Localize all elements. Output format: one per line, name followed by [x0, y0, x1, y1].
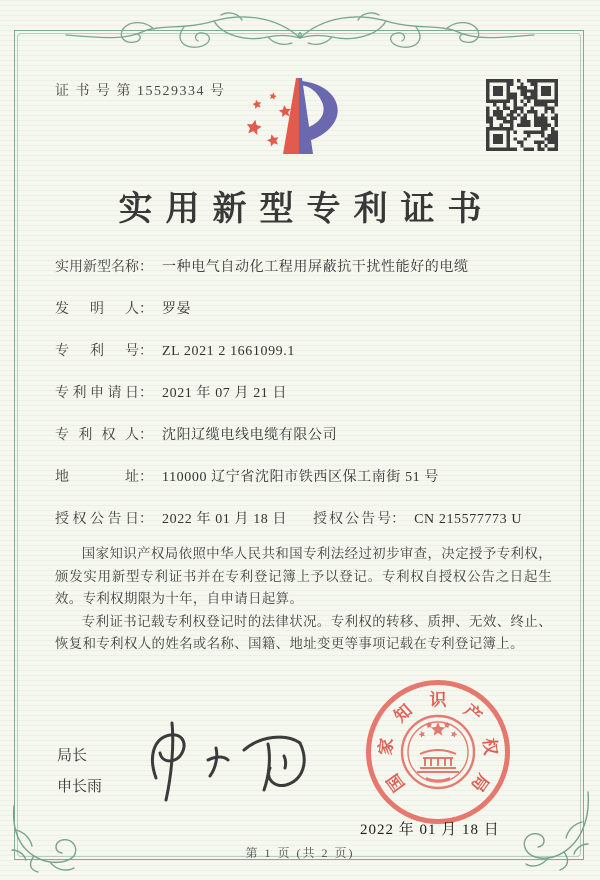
seal-character: 知 — [390, 700, 416, 727]
field-colon: ： — [139, 260, 153, 275]
seal-character: 局 — [467, 770, 493, 796]
field-colon: ： — [139, 470, 153, 485]
field-label: 专利权人 — [55, 428, 139, 443]
field-label: 实用新型名称 — [55, 260, 139, 275]
legal-text-block — [55, 543, 552, 656]
field-label: 发明人 — [55, 302, 139, 317]
field-row-name — [55, 256, 555, 280]
field-label: 授权公告号 — [313, 512, 392, 527]
field-value-filing-date: 2021 年 07 月 21 日 — [162, 386, 288, 401]
grant-date-group — [55, 508, 287, 528]
seal-character: 识 — [429, 690, 447, 710]
field-value-patent-number: ZL 2021 2 1661099.1 — [162, 344, 295, 359]
field-colon: ： — [139, 386, 153, 401]
seal-character: 产 — [460, 700, 486, 727]
field-label: 专利号 — [55, 344, 139, 359]
field-row-filing-date — [55, 382, 555, 406]
field-row-grant — [55, 508, 555, 532]
field-value-address: 110000 辽宁省沈阳市铁西区保工南街 51 号 — [162, 470, 439, 485]
field-colon: ： — [139, 344, 153, 359]
bottom-left-flourish-ornament — [4, 800, 82, 874]
certificate-number: 证 书 号 第 15529334 号 — [55, 84, 226, 99]
signer-title: 局长 — [57, 748, 88, 764]
field-value-patentee: 沈阳辽缆电线电缆有限公司 — [162, 428, 338, 443]
field-row-patentee — [55, 424, 555, 448]
bottom-right-flourish-ornament — [518, 788, 596, 874]
cnipa-logo-icon — [240, 72, 358, 162]
qr-code-icon — [486, 79, 558, 151]
top-flourish-ornament — [62, 6, 538, 58]
field-label: 授权公告日 — [55, 512, 139, 527]
field-value-inventor: 罗晏 — [162, 302, 192, 317]
signer-name: 申长雨 — [57, 779, 103, 795]
field-label: 地址 — [55, 470, 139, 485]
certificate-title: 实用新型专利证书 — [118, 191, 495, 228]
field-list — [55, 256, 555, 550]
seal-character: 家 — [375, 737, 397, 757]
field-colon: ： — [139, 512, 153, 527]
field-value-utility-model-name: 一种电气自动化工程用屏蔽抗干扰性能好的电缆 — [162, 260, 469, 275]
legal-paragraph-1: 国家知识产权局依照中华人民共和国专利法经过初步审查，决定授予专利权，颁发实用新型专利证书并在专利登记簿上予以登记。专利权自授权公告之日起生效。专利权期限为十年，自申请日起算。 — [55, 546, 552, 606]
seal-character: 国 — [383, 770, 409, 796]
field-label: 专利申请日 — [55, 386, 139, 401]
page-number-footer: 第 1 页 (共 2 页) — [245, 846, 355, 860]
grant-number-group — [313, 508, 522, 528]
field-colon: ： — [391, 512, 406, 527]
field-colon: ： — [139, 428, 153, 443]
seal-date: 2022 年 01 月 18 日 — [360, 822, 500, 838]
field-colon: ： — [139, 302, 153, 317]
cnipa-seal-stamp — [366, 680, 510, 824]
legal-paragraph-2: 专利证书记载专利权登记时的法律状况。专利权的转移、质押、无效、终止、恢复和专利权人的姓名或名称、国籍、地址变更等事项记载在专利登记簿上。 — [55, 613, 552, 651]
field-value-grant-number: CN 215577773 U — [414, 512, 523, 527]
signature-handwriting-icon — [128, 718, 318, 810]
field-row-address — [55, 466, 555, 490]
field-value-grant-date: 2022 年 01 月 18 日 — [162, 512, 288, 527]
field-row-patent-number — [55, 340, 555, 364]
signer-block — [57, 741, 102, 803]
field-row-inventor — [55, 298, 555, 322]
national-emblem-icon — [398, 712, 478, 792]
seal-character: 权 — [479, 737, 501, 757]
